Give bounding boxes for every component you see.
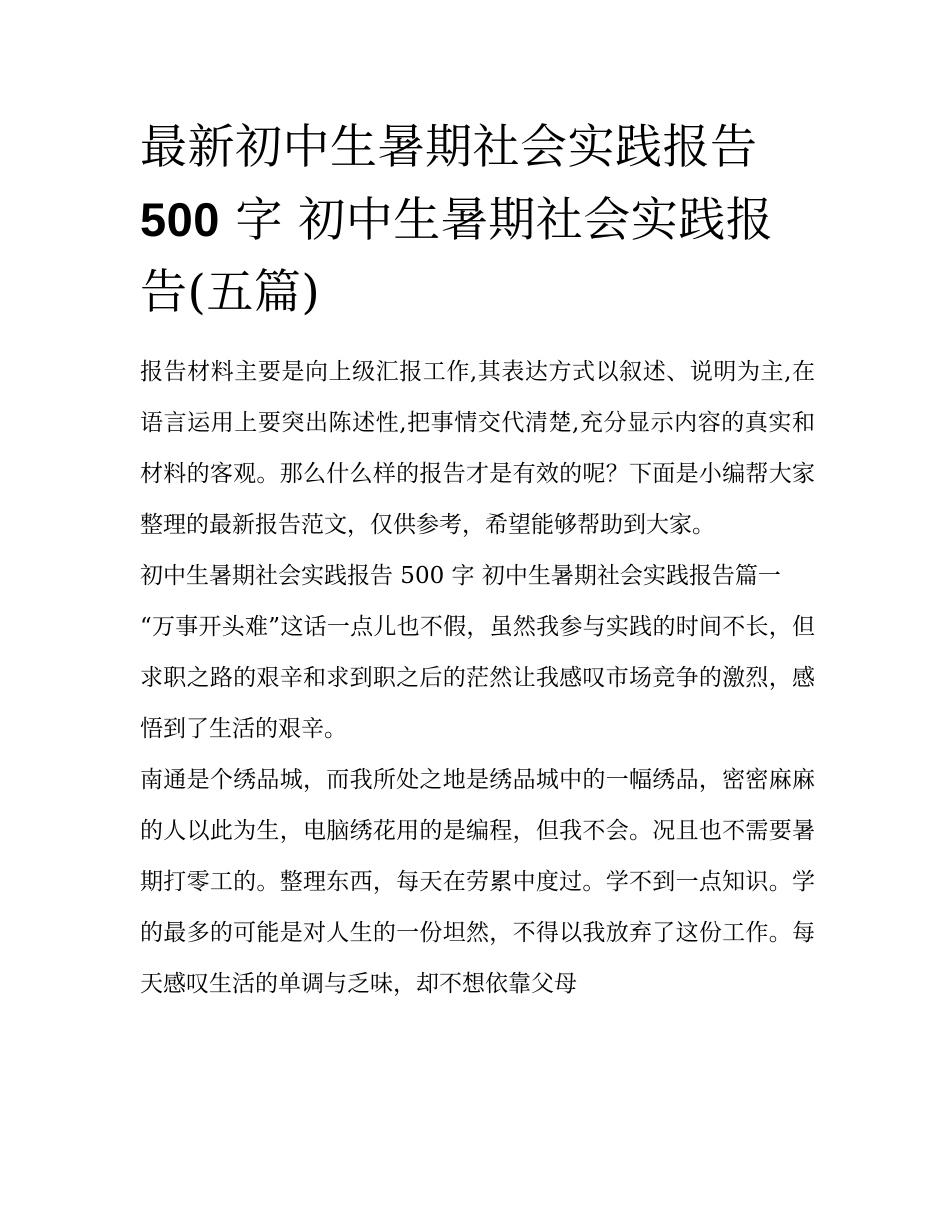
- document-body: [140, 347, 815, 1010]
- paragraph: “万事开头难”这话一点儿也不假，虽然我参与实践的时间不长，但求职之路的艰辛和求到职之后的茫然让我感叹市场竞争的激烈，感悟到了生活的艰辛。: [140, 614, 815, 742]
- document-title: [140, 112, 815, 329]
- document-content: [140, 112, 815, 1010]
- title-part-2: 字 初中生暑期社会实践报告(五篇): [140, 193, 774, 320]
- section-heading: 初中生暑期社会实践报告 500 字 初中生暑期社会实践报告篇一: [140, 563, 781, 589]
- paragraph-intro: 报告材料主要是向上级汇报工作,其表达方式以叙述、说明为主,在语言运用上要突出陈述性,把事情交代清楚,充分显示内容的真实和材料的客观。那么什么样的报告才是有效的呢？下面是小编帮大家整理的最新报告范文，仅供参考，希望能够帮助到大家。: [140, 359, 815, 538]
- title-number: 500: [140, 193, 220, 246]
- title-part-1: 最新初中生暑期社会实践报告: [140, 120, 758, 175]
- paragraph: 南通是个绣品城，而我所处之地是绣品城中的一幅绣品，密密麻麻的人以此为生，电脑绣花用的是编程，但我不会。况且也不需要暑期打零工的。整理东西，每天在劳累中度过。学不到一点知识。学的最多的可能是对人生的一份坦然，不得以我放弃了这份工作。每天感叹生活的单调与乏味，却不想依靠父母: [140, 767, 815, 997]
